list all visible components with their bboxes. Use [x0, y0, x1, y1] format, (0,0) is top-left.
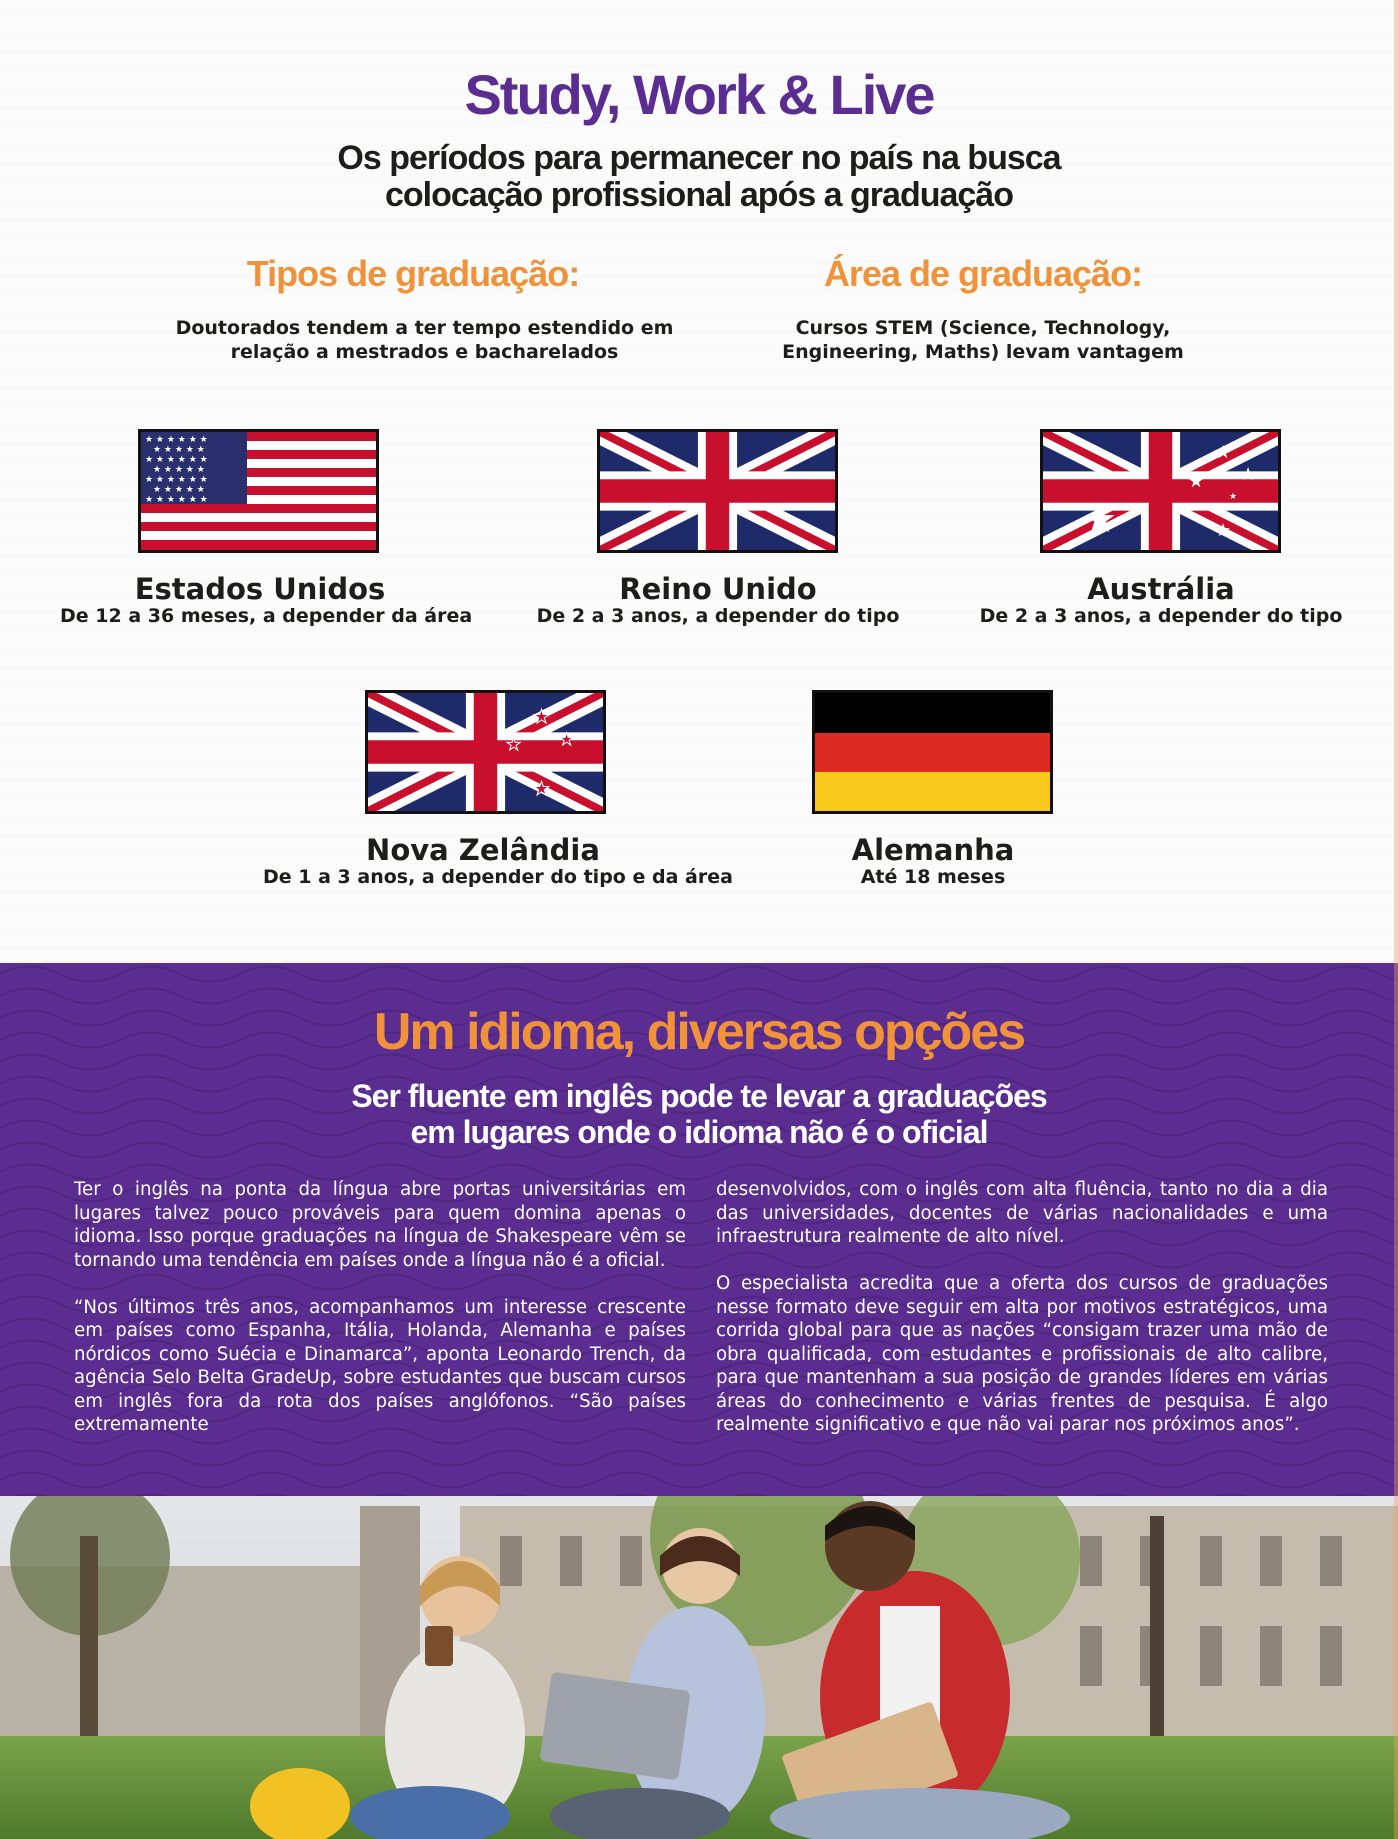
- svg-text:★: ★: [559, 730, 575, 750]
- country-desc-germany: Até 18 meses: [860, 866, 1006, 888]
- new-zealand-flag-icon: [365, 690, 606, 814]
- svg-text:★: ★: [533, 706, 551, 728]
- svg-text:★: ★: [1083, 497, 1118, 541]
- svg-text:★ ★ ★ ★ ★ ★: ★ ★ ★ ★ ★ ★: [145, 475, 208, 485]
- paragraph: “Nos últimos três anos, acompanhamos um interesse crescente em países como Espanha, Itália, Holanda, Alemanha e países nórdicos como Suécia e Dinamarca”, aponta Leonardo Trench, da agência Selo Belta GradeUp, sobre estudantes que buscam cursos em inglês fora da rota dos países anglófonos. “São países extremamente: [74, 1296, 686, 1435]
- svg-text:★: ★: [1215, 520, 1232, 541]
- svg-text:★: ★: [1240, 464, 1257, 485]
- germany-flag-icon: [812, 690, 1053, 814]
- paragraph: desenvolvidos, com o inglês com alta fluência, tanto no dia a dia das universidades, docentes de várias nacionalidades e uma infraestrutura realmente de alto nível.: [716, 1179, 1328, 1247]
- subtitle-line-2: colocação profissional após a graduação: [385, 176, 1013, 214]
- svg-text:★: ★: [1215, 442, 1232, 463]
- svg-text:★ ★ ★ ★ ★ ★: ★ ★ ★ ★ ★ ★: [145, 495, 208, 505]
- svg-text:★ ★ ★ ★ ★ ★: ★ ★ ★ ★ ★ ★: [145, 435, 208, 445]
- column-text-area: [733, 316, 1233, 364]
- country-desc-australia: De 2 a 3 anos, a depender do tipo: [979, 605, 1343, 627]
- page-subtitle: [199, 140, 1199, 214]
- students-photo: [0, 1496, 1398, 1839]
- column-text-line: Doutorados tendem a ter tempo estendido em: [175, 317, 674, 339]
- svg-text:★: ★: [1229, 492, 1238, 502]
- column-text-line: Cursos STEM (Science, Technology,: [795, 317, 1171, 339]
- svg-text:★: ★: [1188, 471, 1205, 492]
- country-name-new-zealand: Nova Zelândia: [366, 833, 600, 867]
- country-name-australia: Austrália: [1087, 572, 1235, 606]
- section-subtitle: [199, 1078, 1199, 1150]
- section-subtitle-line-2: em lugares onde o idioma não é o oficial: [410, 1114, 988, 1150]
- svg-text:★: ★: [506, 735, 522, 755]
- country-name-us: Estados Unidos: [134, 572, 386, 606]
- svg-text:★: ★: [533, 778, 551, 800]
- svg-text:★ ★ ★ ★ ★: ★ ★ ★ ★ ★: [153, 465, 205, 475]
- paragraph: Ter o inglês na ponta da língua abre portas universitárias em lugares talvez pouco prováveis para quem domina apenas o idioma. Isso porque graduações na língua de Shakespeare vêm se tornando uma tendência em países onde a língua não é a oficial.: [74, 1179, 686, 1271]
- country-name-germany: Alemanha: [851, 833, 1015, 867]
- page-edge: [1394, 0, 1398, 1839]
- left-column: [74, 1178, 686, 1460]
- country-desc-uk: De 2 a 3 anos, a depender do tipo: [536, 605, 900, 627]
- subtitle-line-1: Os períodos para permanecer no país na busca: [337, 139, 1061, 177]
- australia-flag-icon: [1040, 429, 1281, 553]
- uk-flag-icon: [597, 429, 838, 553]
- column-heading-area: Área de graduação:: [823, 253, 1143, 294]
- column-text-line: relação a mestrados e bacharelados: [230, 341, 619, 363]
- section-title: Um idioma, diversas opções: [373, 1003, 1025, 1061]
- right-column: [716, 1178, 1328, 1460]
- column-heading-tipos: Tipos de graduação:: [246, 253, 580, 294]
- svg-text:★ ★ ★ ★ ★: ★ ★ ★ ★ ★: [153, 445, 205, 455]
- paragraph: O especialista acredita que a oferta dos cursos de graduações nesse formato deve seguir em alta por motivos estratégicos, uma corrida global para que as nações “consigam trazer uma mão de obra qualificada, com estudantes e profissionais de alto calibre, para que mantenham a sua posição de grandes líderes em várias áreas do conhecimento e várias frentes de pesquisa. É algo realmente significativo e que não vai parar nos próximos anos”.: [716, 1273, 1328, 1435]
- country-desc-us: De 12 a 36 meses, a depender da área: [60, 605, 473, 627]
- svg-text:★ ★ ★ ★ ★: ★ ★ ★ ★ ★: [153, 485, 205, 495]
- page-title: Study, Work & Live: [464, 63, 934, 126]
- country-desc-new-zealand: De 1 a 3 anos, a depender do tipo e da área: [263, 866, 733, 888]
- section-subtitle-line-1: Ser fluente em inglês pode te levar a graduações: [351, 1078, 1047, 1114]
- country-name-uk: Reino Unido: [619, 572, 817, 606]
- column-text-tipos: [163, 316, 686, 364]
- svg-text:★ ★ ★ ★ ★ ★: ★ ★ ★ ★ ★ ★: [145, 455, 208, 465]
- column-text-line: Engineering, Maths) levam vantagem: [782, 341, 1184, 363]
- us-flag-icon: [138, 429, 379, 553]
